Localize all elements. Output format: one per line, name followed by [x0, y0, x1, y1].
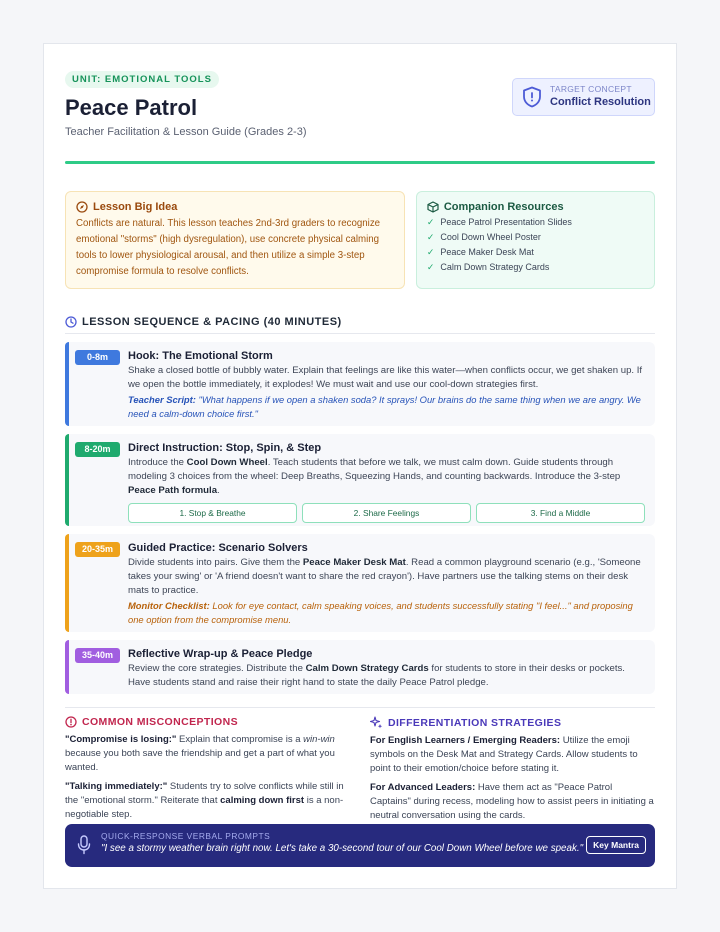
- lesson-guide-page: [43, 43, 677, 889]
- time-badge: 8-20m: [75, 442, 120, 457]
- target-concept-label: TARGET CONCEPT: [550, 84, 632, 94]
- resource-item: ✓ Peace Patrol Presentation Slides: [427, 215, 644, 230]
- misconceptions-title: COMMON MISCONCEPTIONS: [82, 716, 238, 728]
- step-title: Reflective Wrap-up & Peace Pledge: [128, 648, 313, 660]
- big-idea-title: Lesson Big Idea: [93, 201, 178, 213]
- resources-card: [416, 191, 655, 289]
- step-title: Direct Instruction: Stop, Spin, & Step: [128, 442, 322, 454]
- page-title: Peace Patrol: [65, 95, 198, 120]
- shield-icon: [522, 86, 542, 108]
- time-badge: 0-8m: [75, 350, 120, 365]
- step-hook: [65, 342, 655, 426]
- check-icon: ✓: [426, 247, 435, 257]
- step-title: Hook: The Emotional Storm: [128, 350, 273, 362]
- compass-icon: [76, 201, 88, 213]
- target-concept-value: Conflict Resolution: [550, 96, 651, 108]
- step-guided-practice: [65, 534, 655, 632]
- misconceptions-heading: [65, 716, 350, 728]
- big-idea-heading: [76, 201, 394, 213]
- step-text: Divide students into pairs. Give them the Peace Maker Desk Mat. Read a common playground scenario (e.g., 'Someone takes your swing' or 'A friend doesn't want to share the red crayon'). Have partners use the talking stems on their desk mats to practice.: [128, 557, 641, 596]
- microphone-icon: [77, 835, 91, 855]
- unit-badge: UNIT: EMOTIONAL TOOLS: [65, 71, 219, 88]
- bottom-columns: [65, 707, 655, 823]
- differentiation-item: For Advanced Leaders: Have them act as "Peace Patrol Captains" during recess, modeling how to assist peers in initiating a neutral conversation using the cards.: [370, 782, 654, 821]
- misconception-item: "Talking immediately:" Students try to solve conflicts while still in the "emotional storm." Reiterate that calming down first is a non-negotiable step.: [65, 781, 344, 820]
- sparkles-icon: [370, 716, 383, 729]
- check-icon: ✓: [426, 262, 435, 272]
- misconception-item: "Compromise is losing:" Explain that compromise is a win-win because you both save the friendship and get a part of what you wanted.: [65, 734, 335, 773]
- peace-path-step: 1. Stop & Breathe: [128, 503, 297, 523]
- header: [65, 69, 655, 164]
- differentiation-heading: [370, 716, 655, 729]
- key-mantra-badge: Key Mantra: [586, 836, 646, 854]
- box-icon: [427, 201, 439, 213]
- header-divider: [65, 161, 655, 164]
- page-subtitle: Teacher Facilitation & Lesson Guide (Grades 2-3): [65, 126, 307, 138]
- resource-item: ✓ Cool Down Wheel Poster: [427, 230, 644, 245]
- resource-item: ✓ Calm Down Strategy Cards: [427, 260, 644, 275]
- verbal-prompts-banner: [65, 824, 655, 867]
- resources-list: [427, 215, 644, 275]
- banner-quote: "I see a stormy weather brain right now. Let's take a 30-second tour of our Cool Down Wheel before we speak.": [101, 843, 584, 854]
- resources-title: Companion Resources: [443, 201, 564, 213]
- differentiation-item: For English Learners / Emerging Readers: Utilize the emoji symbols on the Desk Mat and Strategy Cards. Allow students to point to their emotion/choice before stating it.: [370, 735, 638, 774]
- check-icon: ✓: [426, 217, 435, 227]
- alert-icon: [65, 716, 77, 728]
- banner-label: QUICK-RESPONSE VERBAL PROMPTS: [101, 831, 271, 841]
- differentiation-column: [370, 716, 655, 823]
- step-text: Shake a closed bottle of bubbly water. Explain that feelings are like this water—when conflicts occur, we get shaken up. If we open the bottle immediately, it explodes! We must wait and use our cool-down strategies first.: [128, 365, 643, 390]
- monitor-checklist: Monitor Checklist: Look for eye contact, calm speaking voices, and students successfully stating "I feel..." and proposing one option from the compromise menu.: [128, 600, 633, 625]
- target-concept-box: [512, 78, 655, 116]
- peace-path-step: 3. Find a Middle: [476, 503, 645, 523]
- big-idea-text: Conflicts are natural. This lesson teaches 2nd-3rd graders to recognize emotional "storms" (high dysregulation), use concrete physical calming tools to lower physiological arousal, and then utilize a simple 3-step compromise formula to resolve conflicts.: [76, 218, 381, 277]
- step-wrap-up: [65, 640, 655, 694]
- misconceptions-column: [65, 716, 350, 823]
- clock-icon: [65, 316, 77, 328]
- check-icon: ✓: [426, 232, 435, 242]
- teacher-script: Teacher Script: "What happens if we open a shaken soda? It sprays! Our brains do the same thing when we are angry. We need a calm-down choice first.": [128, 394, 641, 419]
- step-text: Introduce the Cool Down Wheel. Teach students that before we talk, we must calm down. Guide students through modeling 3 choices from the wheel: Deep Breaths, Squeezing Hands, and counting backwards. Introduce the 3-step Peace Path formula.: [128, 457, 621, 496]
- sequence-heading: [65, 316, 655, 334]
- time-badge: 35-40m: [75, 648, 120, 663]
- big-idea-card: [65, 191, 405, 289]
- time-badge: 20-35m: [75, 542, 120, 557]
- intro-cards: [65, 191, 655, 289]
- peace-path-steps: [128, 503, 645, 523]
- sequence-title: LESSON SEQUENCE & PACING (40 MINUTES): [82, 316, 342, 328]
- step-title: Guided Practice: Scenario Solvers: [128, 542, 308, 554]
- resources-heading: [427, 201, 644, 213]
- step-text: Review the core strategies. Distribute the Calm Down Strategy Cards for students to store in their desks or pockets. Have students stand and raise their right hand to state the daily Peace Patrol pledge.: [128, 663, 625, 688]
- resource-item: ✓ Peace Maker Desk Mat: [427, 245, 644, 260]
- step-direct-instruction: [65, 434, 655, 526]
- peace-path-step: 2. Share Feelings: [302, 503, 471, 523]
- differentiation-title: DIFFERENTIATION STRATEGIES: [388, 716, 562, 729]
